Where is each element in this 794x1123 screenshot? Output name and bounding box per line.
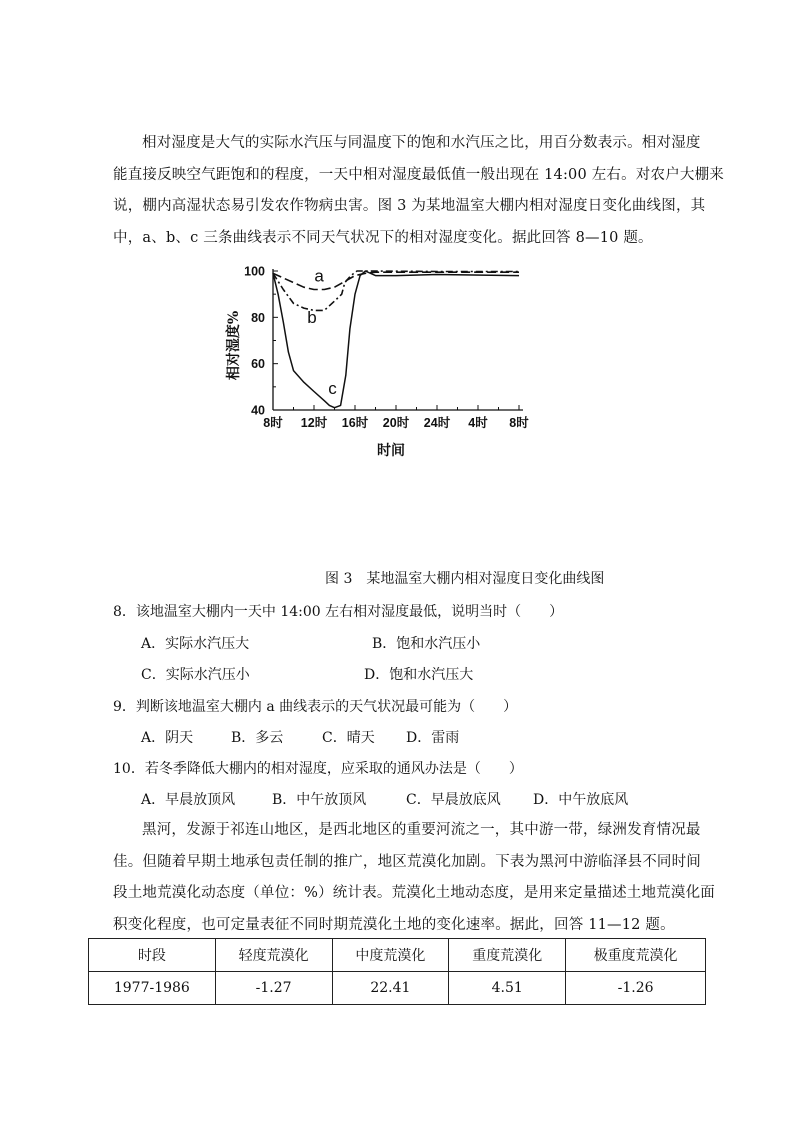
question-9-option-c: C．晴天 bbox=[322, 730, 375, 746]
y-tick-label: 80 bbox=[251, 310, 265, 325]
question-9-option-d: D．雷雨 bbox=[406, 730, 460, 746]
curve-label-b: b bbox=[307, 308, 317, 328]
table-header: 极重度荒漠化 bbox=[566, 939, 706, 972]
intro-line: 相对湿度是大气的实际水汽压与同温度下的饱和水汽压之比，用百分数表示。相对湿度 bbox=[142, 135, 701, 151]
table-cell: 22.41 bbox=[332, 972, 449, 1005]
intro-line: 说，棚内高湿状态易引发农作物病虫害。图 3 为某地温室大棚内相对湿度日变化曲线图，其 bbox=[113, 198, 706, 214]
passage-2-line: 佳。但随着早期土地承包责任制的推广，地区荒漠化加剧。下表为黑河中游临泽县不同时间 bbox=[113, 853, 701, 870]
x-tick-label: 8时 bbox=[263, 416, 283, 430]
passage-2-line: 段土地荒漠化动态度（单位：%）统计表。荒漠化土地动态度，是用来定量描述土地荒漠化面 bbox=[113, 885, 715, 901]
desertification-table bbox=[88, 938, 706, 1005]
question-10-stem: 10．若冬季降低大棚内的相对湿度，应采取的通风办法是（ ） bbox=[113, 761, 523, 777]
curve-label-a: a bbox=[314, 266, 324, 286]
x-tick-label: 24时 bbox=[423, 416, 451, 430]
question-10-option-b: B．中午放顶风 bbox=[272, 792, 367, 808]
question-9-option-a: A．阴天 bbox=[141, 730, 194, 746]
curve-label-c: c bbox=[328, 378, 337, 398]
y-axis-title: 相对湿度% bbox=[226, 310, 242, 381]
question-9-option-b: B．多云 bbox=[231, 730, 284, 746]
table-header: 重度荒漠化 bbox=[449, 939, 566, 972]
series-b-line bbox=[273, 271, 519, 310]
question-8-option-b: B．饱和水汽压小 bbox=[372, 636, 481, 652]
table-row bbox=[89, 972, 706, 1005]
question-10-option-d: D．中午放底风 bbox=[533, 792, 629, 808]
x-axis-title: 时间 bbox=[377, 443, 405, 459]
table-cell: 1977-1986 bbox=[89, 972, 216, 1005]
passage-2 bbox=[113, 815, 715, 941]
table-cell: -1.27 bbox=[215, 972, 332, 1005]
chart-axes bbox=[225, 265, 529, 460]
chart-labels bbox=[307, 266, 337, 397]
chart-series bbox=[273, 271, 519, 408]
passage-2-line: 积变化程度，也可定量表征不同时期荒漠化土地的变化速率。据此，回答 11—12 题。 bbox=[113, 916, 675, 933]
x-tick-label: 8时 bbox=[509, 416, 529, 430]
y-tick-label: 40 bbox=[251, 403, 265, 418]
table-cell: -1.26 bbox=[566, 972, 706, 1005]
question-8-option-c: C．实际水汽压小 bbox=[141, 667, 250, 683]
y-tick-label: 60 bbox=[251, 357, 265, 372]
series-c-line bbox=[273, 271, 519, 408]
figure-caption: 图 3 某地温室大棚内相对湿度日变化曲线图 bbox=[325, 571, 605, 587]
passage-2-line: 黑河，发源于祁连山地区，是西北地区的重要河流之一，其中游一带，绿洲发育情况最 bbox=[142, 822, 701, 838]
question-10-option-a: A．早晨放顶风 bbox=[141, 792, 236, 808]
table-cell: 4.51 bbox=[449, 972, 566, 1005]
table-header: 轻度荒漠化 bbox=[215, 939, 332, 972]
question-9-stem: 9．判断该地温室大棚内 a 曲线表示的天气状况最可能为（ ） bbox=[113, 699, 518, 715]
x-tick-label: 16时 bbox=[341, 416, 369, 430]
question-8-option-d: D．饱和水汽压大 bbox=[364, 667, 474, 683]
question-8-option-a: A．实际水汽压大 bbox=[141, 636, 250, 652]
question-10-option-c: C．早晨放底风 bbox=[406, 792, 501, 808]
table-header: 中度荒漠化 bbox=[332, 939, 449, 972]
humidity-chart bbox=[218, 258, 548, 463]
intro-line: 中，a、b、c 三条曲线表示不同天气状况下的相对湿度变化。据此回答 8—10 题。 bbox=[113, 229, 653, 246]
y-tick-label: 100 bbox=[244, 264, 265, 279]
intro-paragraph bbox=[113, 128, 725, 254]
x-tick-label: 4时 bbox=[468, 416, 488, 430]
table-header-row bbox=[89, 939, 706, 972]
table-header: 时段 bbox=[89, 939, 216, 972]
question-8-stem: 8．该地温室大棚内一天中 14:00 左右相对湿度最低，说明当时（ ） bbox=[113, 604, 564, 620]
x-tick-label: 12时 bbox=[300, 416, 328, 430]
x-tick-label: 20时 bbox=[382, 416, 410, 430]
intro-line: 能直接反映空气距饱和的程度，一天中相对湿度最低值一般出现在 14:00 左右。对农户大棚来 bbox=[113, 166, 725, 183]
